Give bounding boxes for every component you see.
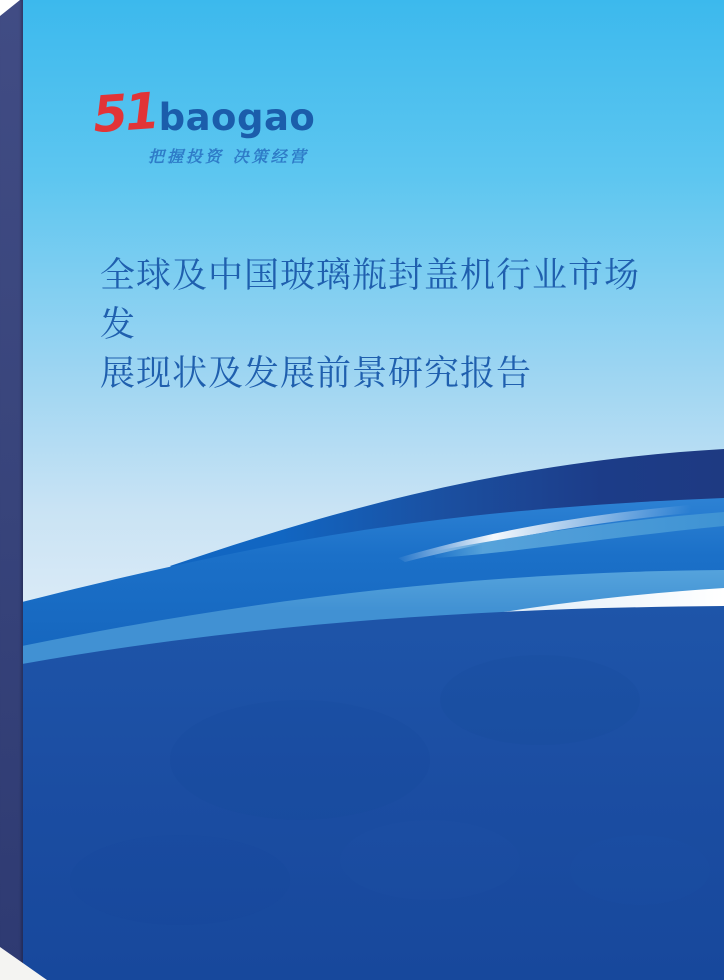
logo-name-text: baogao xyxy=(158,96,316,139)
page-corner-top-icon xyxy=(0,0,20,16)
page-corner-bottom-icon xyxy=(0,947,47,980)
logo-51-mark: 51 xyxy=(91,81,159,145)
logo xyxy=(91,81,316,167)
report-title-line1: 全球及中国玻璃瓶封盖机行业市场发 xyxy=(100,256,641,345)
report-title xyxy=(100,252,675,399)
report-title-line2: 展现状及发展前景研究报告 xyxy=(100,354,533,394)
logo-slogan: 把握投资 决策经营 xyxy=(148,147,309,166)
logo-wordmark xyxy=(91,81,316,145)
book-spine xyxy=(0,0,23,980)
